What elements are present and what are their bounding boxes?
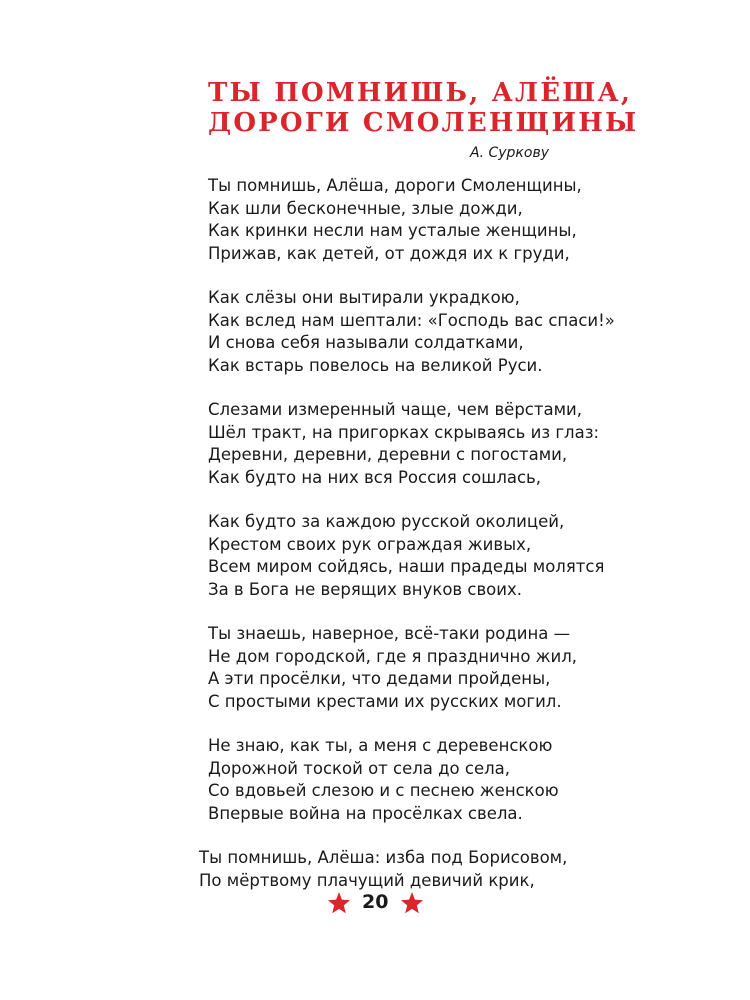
verse-line: Ты знаешь, наверное, всё-таки родина — (208, 624, 571, 643)
verse-line: Впервые война на просёлках свела. (208, 803, 523, 823)
page-footer (0, 884, 750, 920)
stanza (208, 175, 628, 265)
verse-line: Не дом городской, где я празднично жил, (208, 646, 578, 666)
stanza (208, 735, 628, 825)
verse-line: Крестом своих рук ограждая живых, (208, 534, 532, 554)
verse-line: Прижав, как детей, от дождя их к груди, (208, 243, 570, 263)
verse-line: По мёртвому плачущий девичий крик, (199, 870, 535, 890)
stanza (208, 399, 628, 489)
dedication: А. Суркову (470, 145, 549, 161)
verse-line: Слезами измеренный чаще, чем вёрстами, (208, 400, 583, 419)
verse-line: Всем миром сойдясь, наши прадеды молятся (208, 557, 605, 576)
verse-line: Как слёзы они вытирали украдкою, (208, 288, 520, 307)
verse-line: Ты помнишь, Алёша: изба под Борисовом, (199, 848, 568, 867)
verse-line: Ты помнишь, Алёша, дороги Смоленщины, (208, 176, 582, 195)
verse-line: С простыми крестами их русских могил. (208, 691, 562, 711)
verse-line: Шёл тракт, на пригорках скрываясь из глаз: (208, 422, 600, 442)
verse-line: И снова себя называли солдатками, (208, 333, 524, 352)
verse-line: Как шли бесконечные, злые дожди, (208, 198, 523, 218)
verse-line: Деревни, деревни, деревни с погостами, (208, 445, 568, 464)
poem-title (208, 78, 638, 138)
page-number: 20 (362, 891, 389, 913)
stanza (208, 287, 628, 377)
verse-line: Как будто за каждою русской околицей, (208, 512, 565, 531)
poem-title-line-1: ТЫ ПОМНИШЬ, АЛЁША, (208, 78, 633, 108)
verse-line: Как будто на них вся Россия сошлась, (208, 467, 542, 487)
verse-line: За в Бога не верящих внуков своих. (208, 579, 523, 599)
star-icon (400, 891, 424, 915)
verse-line: Как встарь повелось на великой Руси. (208, 355, 543, 375)
verse-line: Как вслед нам шептали: «Господь вас спаси!» (208, 310, 615, 330)
star-icon (327, 891, 351, 915)
poem-title-line-2: ДОРОГИ СМОЛЕНЩИНЫ (208, 108, 639, 138)
verse-line: А эти просёлки, что дедами пройдены, (208, 669, 551, 688)
stanza (208, 511, 628, 601)
verse-line: Дорожной тоской от села до села, (208, 758, 511, 778)
verse-line: Как кринки несли нам усталые женщины, (208, 221, 577, 240)
verse-line: Со вдовьей слезою и с песнею женскою (208, 781, 559, 800)
verse-line: Не знаю, как ты, а меня с деревенскою (208, 736, 553, 755)
stanza (208, 623, 628, 713)
poem-body (199, 175, 628, 914)
